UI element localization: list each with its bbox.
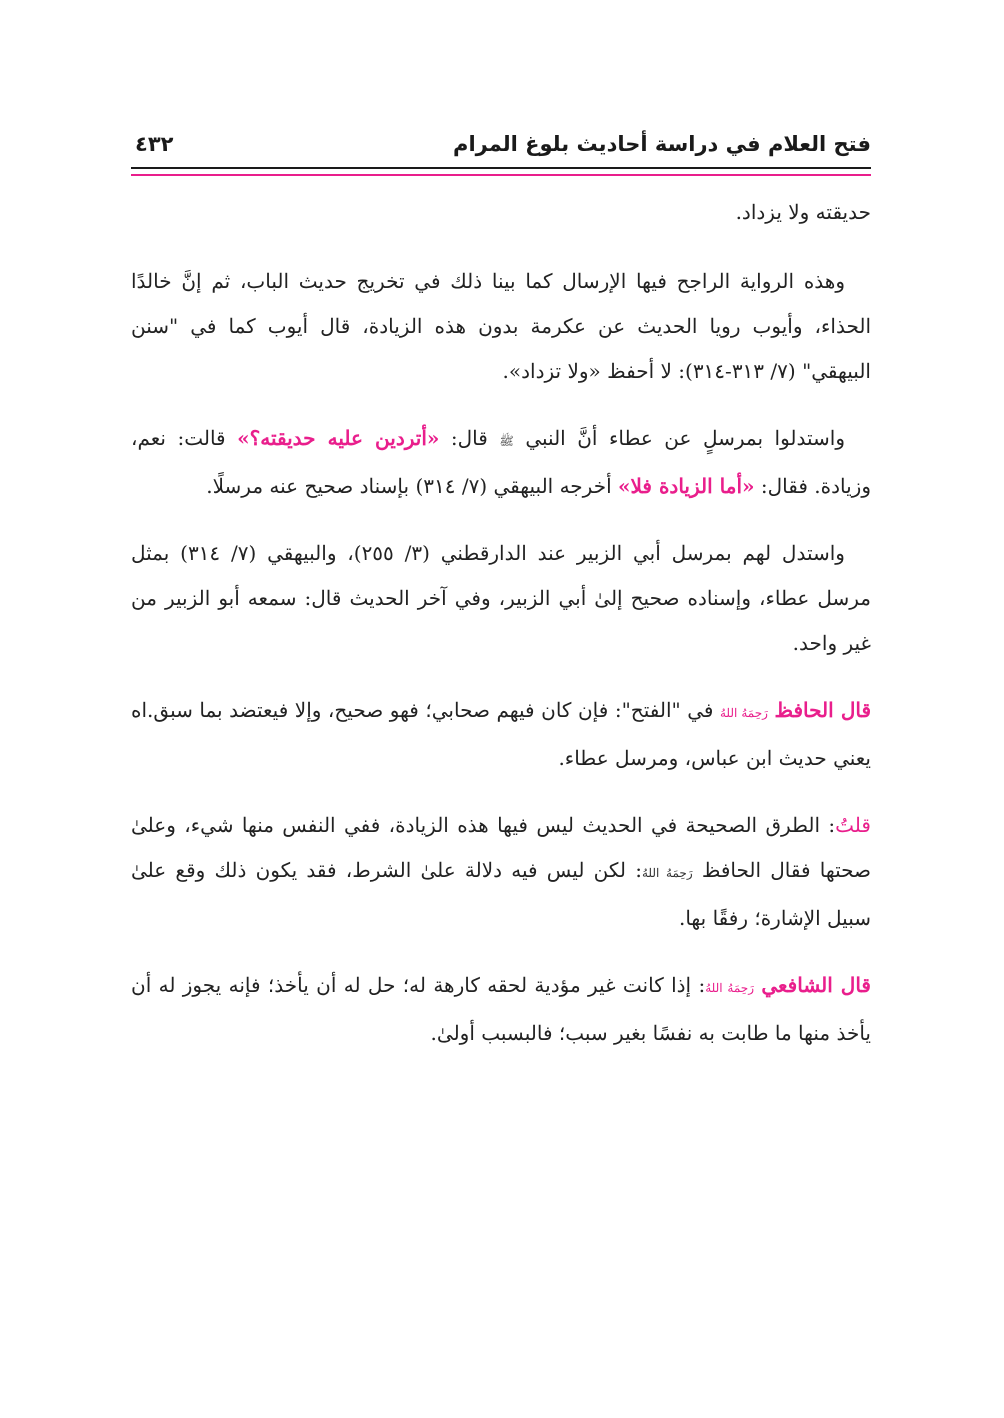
paragraph-text: في "الفتح": فإن كان فيهم صحابي؛ فهو صحيح، وإلا فيعتضد بما سبق.اه يعني حديث ابن عباس، ومرسل عطاء.: [131, 698, 871, 770]
header-rule-black: [131, 167, 871, 169]
paragraph-text-part: قالت: نعم، وزيادة. فقال:: [131, 426, 871, 498]
honorific: رَحِمَهُ اللهُ: [719, 706, 768, 720]
paragraph-text-part: : لكن ليس فيه دلالة علىٰ الشرط، فقد يكون ذلك وقع علىٰ سبيل الإشارة؛ رفقًا بها.: [131, 858, 871, 930]
hadith-quote: «أتردين عليه حديقته؟»: [237, 426, 440, 450]
salawat-honorific: ﷺ: [499, 434, 514, 448]
paragraph-text-part: أخرجه البيهقي (٧/ ٣١٤) بإسناد صحيح عنه مرسلًا.: [206, 474, 618, 498]
hadith-quote: «أما الزيادة فلا»: [618, 474, 755, 498]
paragraph-author-comment: [131, 803, 871, 941]
paragraph-text-part: : الطرق الصحيحة في الحديث ليس فيها هذه الزيادة، ففي النفس منها شيء، وعلىٰ صحتها فقال الحافظ: [131, 813, 872, 882]
paragraph-text: : إذا كانت غير مؤدية لحقه كارهة له؛ حل له أن يأخذ؛ فإنه يجوز له أن يأخذ منها ما طابت به نفسًا بغير سبب؛ فالبسبب أولىٰ.: [131, 973, 871, 1045]
paragraph-text-part: واستدلوا بمرسلٍ عن عطاء أنَّ النبي: [513, 426, 845, 450]
page-number: ٤٣٢: [135, 132, 174, 156]
paragraph-ata-mursal: [131, 416, 871, 509]
page-body: [131, 190, 871, 1056]
book-title: فتح العلام في دراسة أحاديث بلوغ المرام: [453, 132, 871, 156]
paragraph-text: وهذه الرواية الراجح فيها الإرسال كما بينا ذلك في تخريج حديث الباب، ثم إنَّ خالدًا الحذاء، وأيوب رويا الحديث عن عكرمة بدون هذه الزيادة، قال أيوب كما في "سنن البيهقي" (٧/ ٣١٣-٣١٤): لا أحفظ «ولا تزداد».: [131, 269, 871, 383]
paragraph-text: واستدل لهم بمرسل أبي الزبير عند الدارقطني (٣/ ٢٥٥)، والبيهقي (٧/ ٣١٤) بمثل مرسل عطاء، وإسناده صحيح إلىٰ أبي الزبير، وفي آخر الحديث قال: سمعه أبو الزبير من غير واحد.: [131, 541, 871, 655]
speaker-label: قلتُ: [835, 813, 871, 837]
honorific: رَحِمَهُ اللهُ: [705, 981, 754, 995]
paragraph-abu-zubair: [131, 531, 871, 666]
paragraph-text-part: قال:: [439, 426, 500, 450]
paragraph-text: حديقته ولا يزداد.: [735, 200, 871, 224]
paragraph-shafii-quote: [131, 963, 871, 1056]
paragraph-narration-ruling: [131, 259, 871, 394]
speaker-label: قال الشافعي: [761, 973, 871, 997]
speaker-label: قال الحافظ: [774, 698, 872, 722]
paragraph-continuation: [131, 190, 871, 235]
paragraph-hafiz-quote: [131, 688, 871, 781]
page-header: [131, 126, 871, 166]
honorific: رَحِمَهُ اللهُ: [641, 866, 693, 880]
header-rule-pink: [131, 174, 871, 176]
